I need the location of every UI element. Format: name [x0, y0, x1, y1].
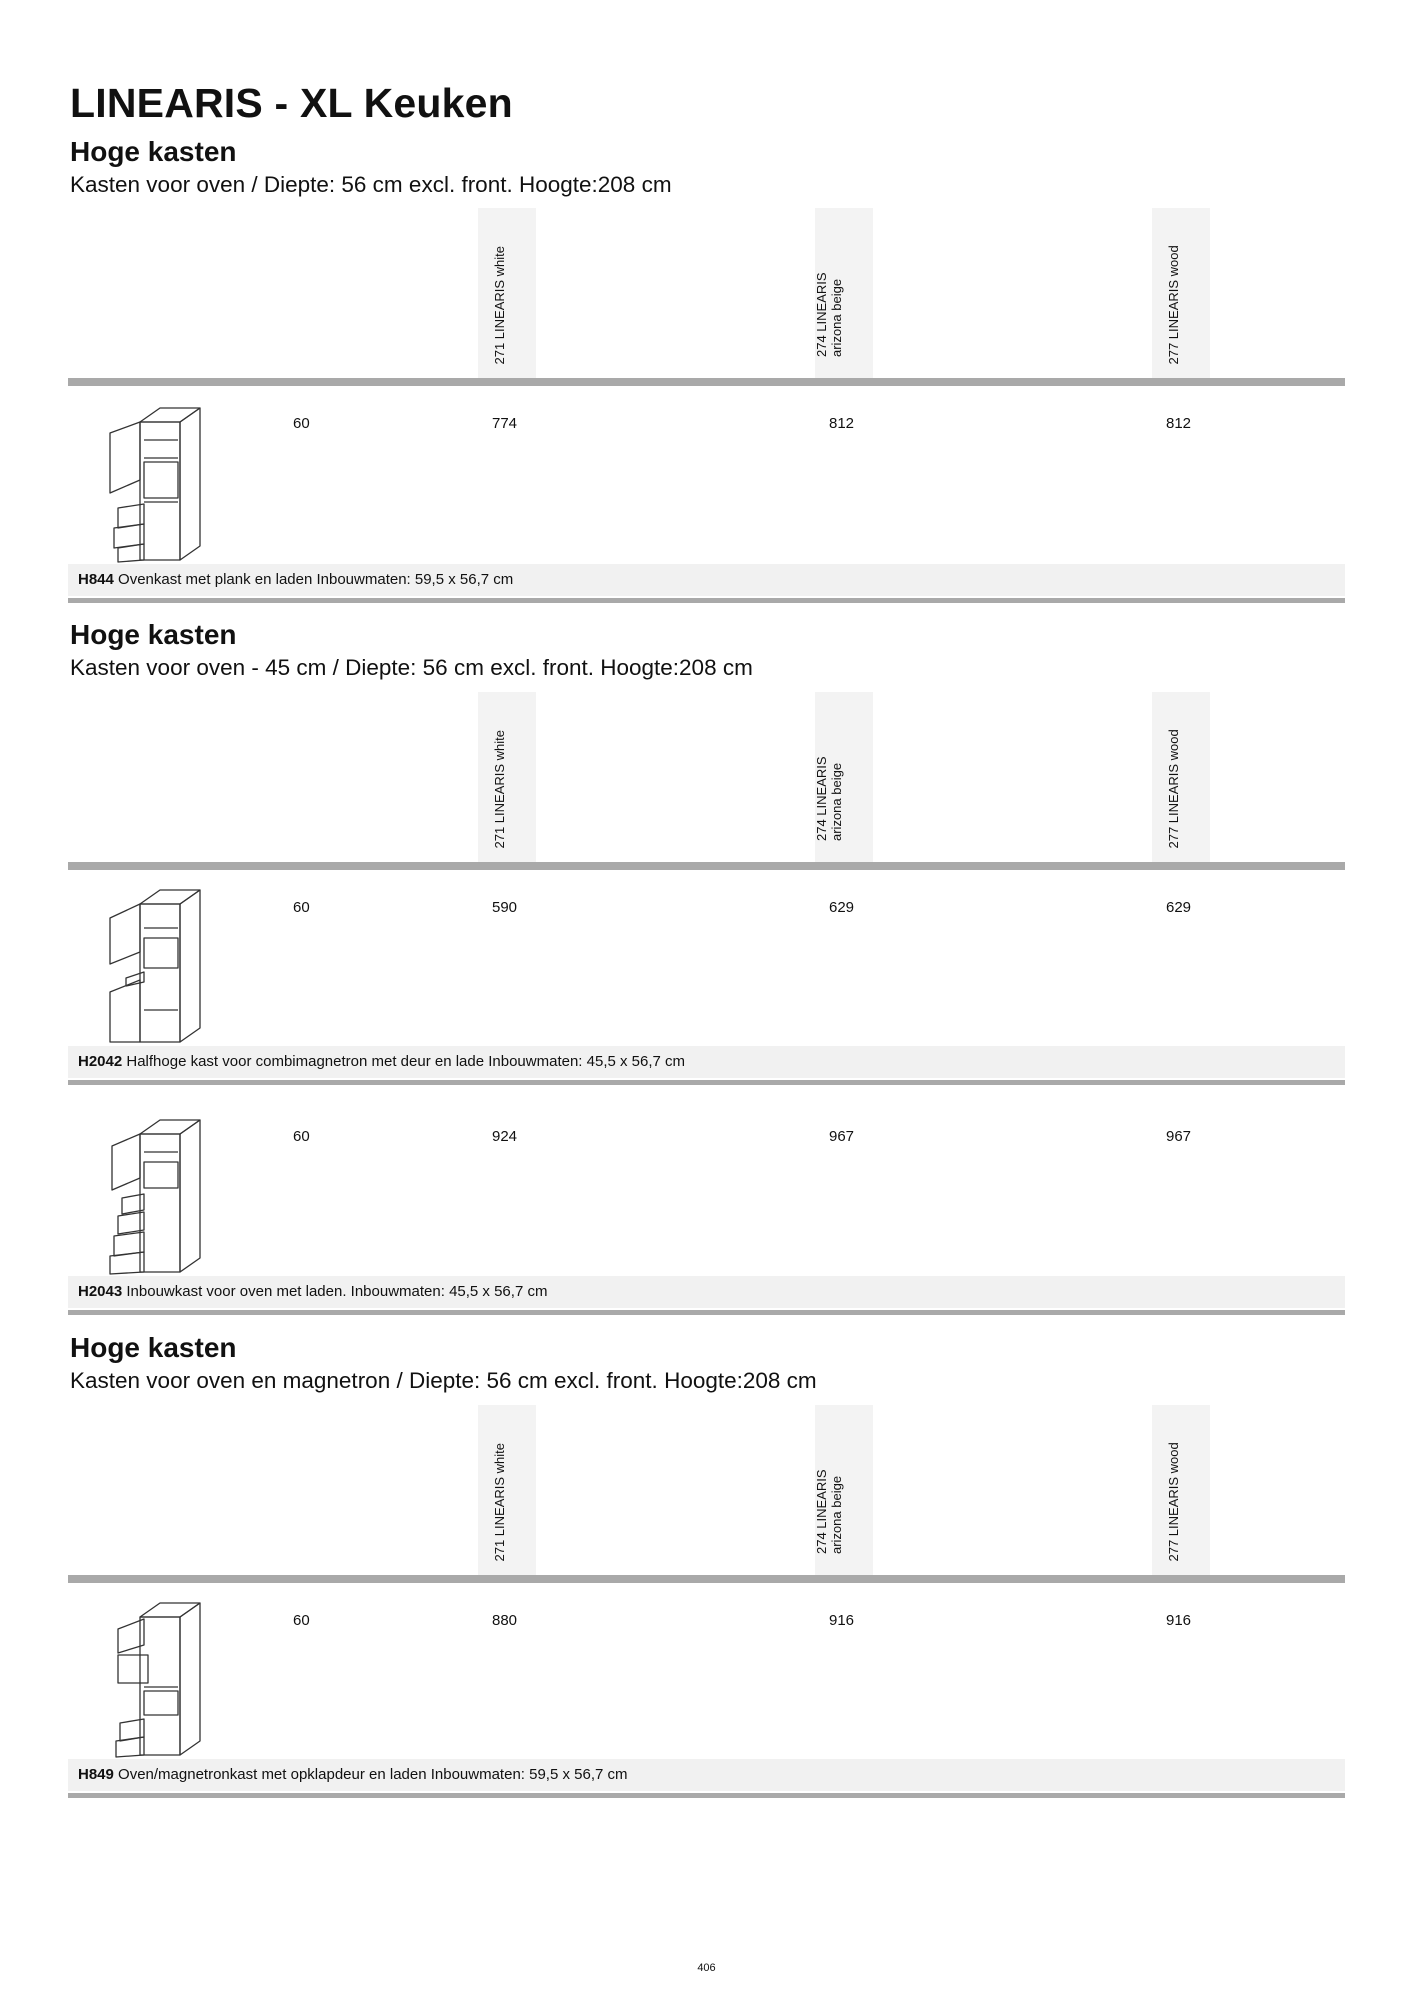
price-277: 916 — [1166, 1612, 1192, 1629]
column-header-274 — [815, 1405, 873, 1575]
column-header-274 — [815, 692, 873, 862]
page-title: LINEARIS - XL Keuken — [70, 80, 513, 126]
product-code: H2043 — [78, 1283, 123, 1300]
product-description: Oven/magnetronkast met opklapdeur en laden Inbouwmaten: 59,5 x 56,7 cm — [118, 1766, 628, 1783]
product-description-bar — [68, 1759, 1345, 1791]
column-label-sub: arizona beige — [829, 278, 844, 357]
column-header-271 — [478, 692, 536, 862]
page-number: 406 — [697, 1962, 716, 1974]
column-label: 277 LINEARIS wood — [1166, 729, 1181, 849]
price-271: 880 — [492, 1612, 518, 1629]
cabinet-h844-illustration — [100, 400, 210, 565]
product-description: Inbouwkast voor oven met laden. Inbouwmaten: 45,5 x 56,7 cm — [126, 1283, 548, 1300]
section-heading: Hoge kasten — [70, 136, 237, 167]
price-277: 812 — [1166, 415, 1192, 432]
width-value: 60 — [293, 415, 310, 432]
price-274: 812 — [829, 415, 855, 432]
column-label: 274 LINEARIS — [814, 756, 829, 841]
column-label: 277 LINEARIS wood — [1166, 245, 1181, 365]
column-header-277 — [1152, 1405, 1210, 1575]
column-header-271 — [478, 208, 536, 378]
price-271: 924 — [492, 1128, 518, 1145]
row-divider — [68, 598, 1345, 603]
column-label: 274 LINEARIS — [814, 272, 829, 357]
column-header-274 — [815, 208, 873, 378]
section-subheading: Kasten voor oven / Diepte: 56 cm excl. front. Hoogte:208 cm — [70, 172, 672, 197]
product-code: H2042 — [78, 1053, 123, 1070]
column-header-271 — [478, 1405, 536, 1575]
price-277: 629 — [1166, 899, 1192, 916]
price-271: 590 — [492, 899, 518, 916]
price-271: 774 — [492, 415, 518, 432]
width-value: 60 — [293, 899, 310, 916]
price-274: 629 — [829, 899, 855, 916]
row-divider — [68, 1080, 1345, 1085]
product-description: Halfhoge kast voor combimagnetron met deur en lade Inbouwmaten: 45,5 x 56,7 cm — [126, 1053, 686, 1070]
column-label: 274 LINEARIS — [814, 1469, 829, 1554]
column-label-sub: arizona beige — [829, 1475, 844, 1554]
row-divider — [68, 1310, 1345, 1315]
price-274: 916 — [829, 1612, 855, 1629]
price-277: 967 — [1166, 1128, 1192, 1145]
row-divider — [68, 1793, 1345, 1798]
width-value: 60 — [293, 1612, 310, 1629]
column-label: 271 LINEARIS white — [492, 245, 507, 365]
header-divider — [68, 1575, 1345, 1583]
product-code: H844 — [78, 571, 114, 588]
cabinet-h2043-illustration — [100, 1112, 210, 1277]
header-divider — [68, 378, 1345, 386]
column-label: 271 LINEARIS white — [492, 1442, 507, 1562]
cabinet-h2042-illustration — [100, 882, 210, 1047]
section-heading: Hoge kasten — [70, 1332, 237, 1363]
section-heading: Hoge kasten — [70, 619, 237, 650]
price-274: 967 — [829, 1128, 855, 1145]
product-description: Ovenkast met plank en laden Inbouwmaten: 59,5 x 56,7 cm — [118, 571, 514, 588]
product-description-bar — [68, 1046, 1345, 1078]
product-code: H849 — [78, 1766, 114, 1783]
header-divider — [68, 862, 1345, 870]
column-header-277 — [1152, 208, 1210, 378]
column-header-277 — [1152, 692, 1210, 862]
column-label: 271 LINEARIS white — [492, 729, 507, 849]
column-label: 277 LINEARIS wood — [1166, 1442, 1181, 1562]
product-description-bar — [68, 1276, 1345, 1308]
section-subheading: Kasten voor oven - 45 cm / Diepte: 56 cm excl. front. Hoogte:208 cm — [70, 655, 753, 680]
section-subheading: Kasten voor oven en magnetron / Diepte: 56 cm excl. front. Hoogte:208 cm — [70, 1368, 817, 1393]
product-description-bar — [68, 564, 1345, 596]
column-label-sub: arizona beige — [829, 762, 844, 841]
cabinet-h849-illustration — [100, 1595, 210, 1760]
width-value: 60 — [293, 1128, 310, 1145]
